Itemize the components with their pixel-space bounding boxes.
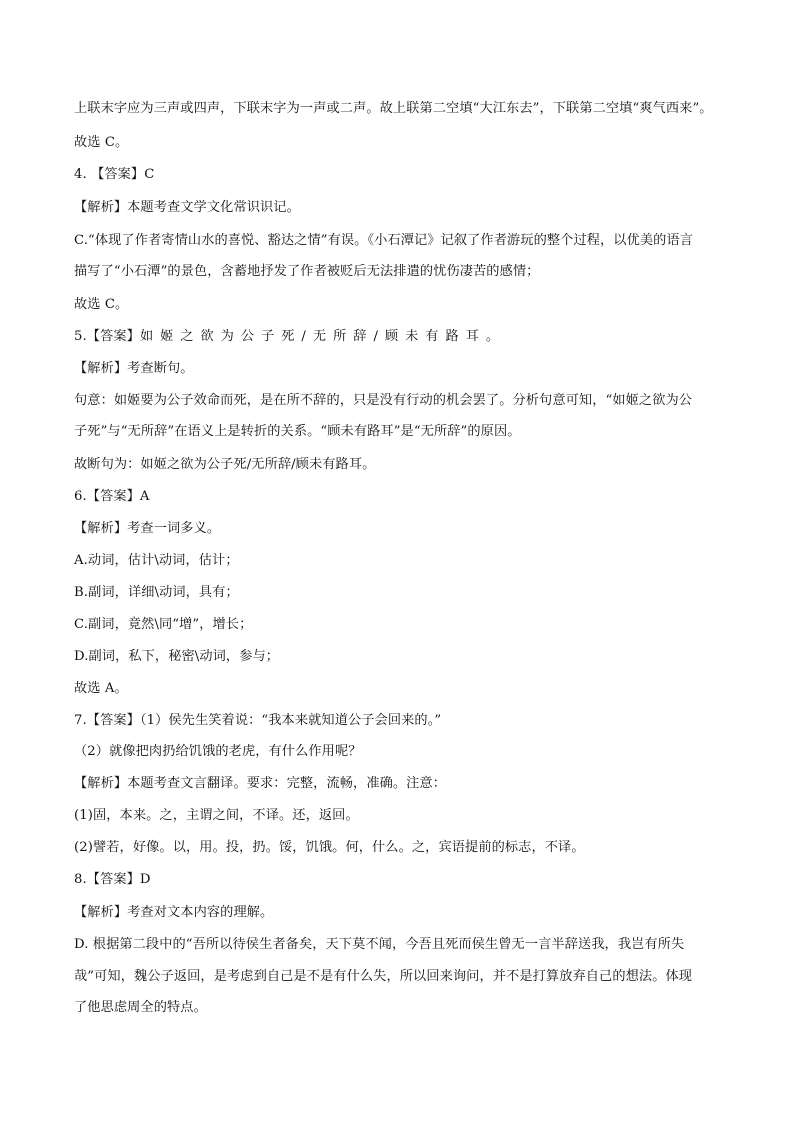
question-6-answer: 6.【答案】A: [74, 489, 150, 504]
text-line: 句意：如姬要为公子效命而死，是在所不辞的，只是没有行动的机会罢了。分析句意可知，“如姬之欲为公: [74, 393, 693, 408]
text-line: 描写了“小石潭”的景色，含蓄地抒发了作者被贬后无法排遣的忧伤凄苦的感情；: [74, 264, 540, 279]
text-line: 故断句为：如姬之欲为公子死/无所辞/顾未有路耳。: [74, 457, 376, 472]
option-b: B.副词，详细\动词，具有；: [74, 585, 239, 600]
question-4-answer: 4. 【答案】C: [74, 167, 155, 182]
text-line: 故选 C。: [74, 297, 129, 312]
question-7-analysis: 【解析】本题考查文言翻译。要求：完整，流畅，准确。注意：: [74, 776, 447, 791]
question-5-analysis: 【解析】考查断句。: [74, 361, 194, 376]
question-4-analysis: 【解析】本题考查文学文化常识识记。: [74, 200, 300, 215]
option-a: A.动词，估计\动词，估计；: [74, 553, 239, 568]
text-line: 子死”与“无所辞”在语义上是转折的关系。“顾未有路耳”是“无所辞”的原因。: [74, 424, 521, 439]
question-6-analysis: 【解析】考查一词多义。: [74, 521, 221, 536]
question-8-analysis: 【解析】考查对文本内容的理解。: [74, 905, 274, 920]
text-line: 了他思虑周全的特点。: [74, 1000, 207, 1015]
question-5-answer: [74, 328, 506, 346]
text-line: 故选 C。: [74, 135, 129, 150]
question-8-answer: 8.【答案】D: [74, 872, 151, 887]
text-line: (2)譬若，好像。以，用。投，扔。馁，饥饿。何，什么。之，宾语提前的标志，不译。: [74, 840, 585, 855]
text-line: 上联末字应为三声或四声，下联末字为一声或二声。故上联第二空填“大江东去”，下联第二空填“爽气西来”。: [74, 101, 713, 116]
text-line: （2）就像把肉扔给饥饿的老虎，有什么作用呢？: [74, 744, 362, 759]
text-line: D. 根据第二段中的“吾所以待侯生者备矣，天下莫不闻，今吾且死而侯生曾无一言半辞送我，我岂有所失: [74, 937, 685, 952]
text-line: 故选 A。: [74, 681, 128, 696]
answer-text: 如姬之欲为公子死/无所辞/顾未有路耳。: [139, 329, 507, 344]
option-d: D.副词，私下，秘密\动词，参与；: [74, 649, 280, 664]
text-line: 哉”可知，魏公子返回，是考虑到自己是不是有什么失，所以回来询问，并不是打算放弃自己的想法。体现: [74, 969, 693, 984]
answer-label: 5.【答案】: [74, 329, 140, 344]
option-c: C.副词，竟然\同“增”，增长；: [74, 617, 253, 632]
text-line: (1)固，本来。之，主谓之间，不译。还，返回。: [74, 808, 359, 823]
question-7-answer: 7.【答案】（1）侯先生笑着说：“我本来就知道公子会回来的。”: [74, 713, 442, 728]
text-line: C.“体现了作者寄情山水的喜悦、豁达之情”有误。《小石潭记》记叙了作者游玩的整个过程，以优美的语言: [74, 233, 694, 248]
